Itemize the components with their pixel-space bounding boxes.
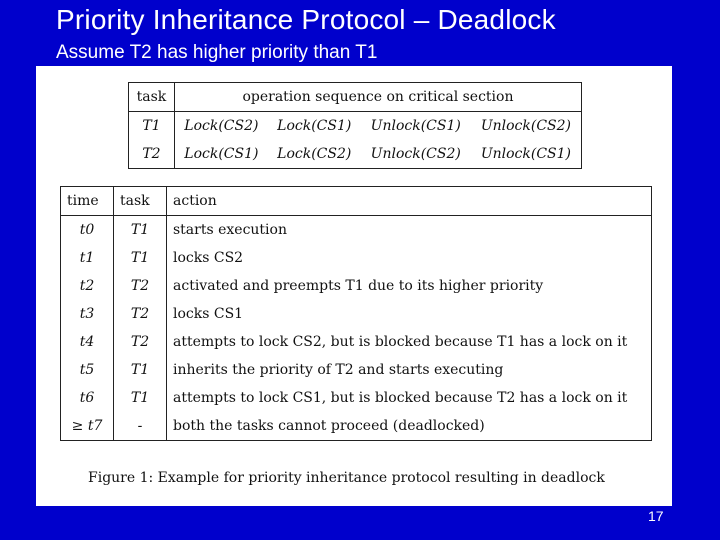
trace-row [61,328,652,356]
ops-op: Lock(CS1) [174,140,267,169]
trace-action: starts execution [167,216,652,245]
ops-task: T2 [129,140,175,169]
trace-task: T1 [114,384,167,412]
ops-header-sequence: operation sequence on critical section [174,83,581,112]
trace-header-time: time [61,187,114,216]
trace-task: T2 [114,272,167,300]
ops-row [129,140,582,169]
trace-task: T2 [114,300,167,328]
trace-header-task: task [114,187,167,216]
ops-header-task: task [129,83,175,112]
trace-task: T1 [114,216,167,245]
trace-row [61,384,652,412]
trace-time: t4 [61,328,114,356]
trace-action: activated and preempts T1 due to its higher priority [167,272,652,300]
ops-op: Lock(CS1) [277,118,352,134]
trace-time: t6 [61,384,114,412]
trace-time: t5 [61,356,114,384]
figure-panel [36,66,672,506]
page-number: 17 [648,508,664,524]
slide-subtitle: Assume T2 has higher priority than T1 [56,42,378,63]
ops-op: Unlock(CS2) [471,112,582,141]
trace-task: T2 [114,328,167,356]
trace-time: t3 [61,300,114,328]
trace-row [61,272,652,300]
trace-task: - [114,412,167,441]
trace-time: t1 [61,244,114,272]
slide-title: Priority Inheritance Protocol – Deadlock [56,4,556,35]
ops-op: Unlock(CS2) [361,140,471,169]
trace-time: t0 [61,216,114,245]
figure-caption: Figure 1: Example for priority inheritance protocol resulting in deadlock [88,470,605,486]
trace-action: attempts to lock CS2, but is blocked because T1 has a lock on it [167,328,652,356]
trace-row [61,244,652,272]
trace-row [61,356,652,384]
trace-time: t2 [61,272,114,300]
operation-sequence-table [128,82,582,169]
trace-time: ≥ t7 [61,412,114,441]
ops-task: T1 [129,112,175,141]
execution-trace-table [60,186,652,441]
trace-row [61,216,652,245]
ops-op: Unlock(CS1) [370,118,461,134]
trace-row [61,300,652,328]
trace-action: inherits the priority of T2 and starts executing [167,356,652,384]
trace-action: locks CS1 [167,300,652,328]
trace-task: T1 [114,356,167,384]
trace-header-action: action [167,187,652,216]
trace-action: attempts to lock CS1, but is blocked because T2 has a lock on it [167,384,652,412]
ops-op: Unlock(CS1) [471,140,582,169]
trace-task: T1 [114,244,167,272]
trace-row [61,412,652,441]
ops-op: Lock(CS2) [268,140,361,169]
trace-action: both the tasks cannot proceed (deadlocked) [167,412,652,441]
ops-op: Lock(CS2) [184,118,259,134]
ops-row [129,112,582,141]
trace-action: locks CS2 [167,244,652,272]
